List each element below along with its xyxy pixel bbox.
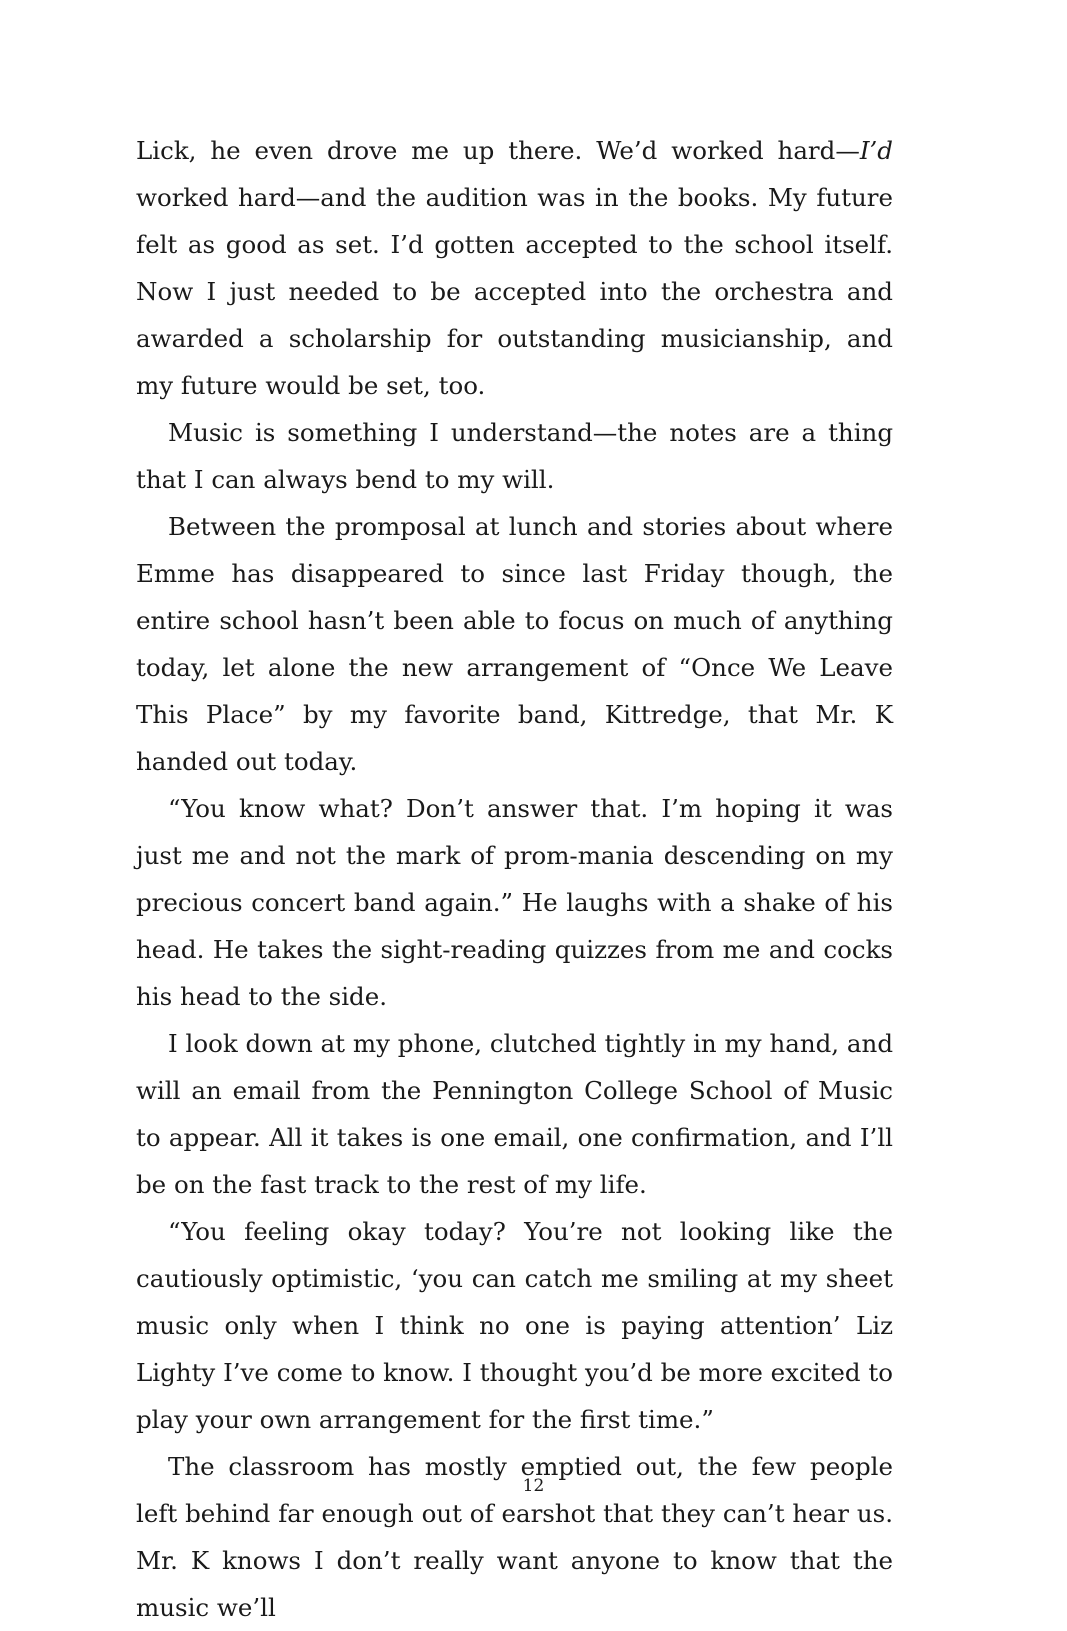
- page-number: 12: [522, 1476, 545, 1496]
- paragraph: [136, 409, 893, 503]
- paragraph-text: Between the promposal at lunch and stories about where Emme has disappeared to since last Friday though, the entire school hasn’t been able to focus on much of anything today, let alone the new arrangement of “Once We Leave This Place” by my favorite band, Kittredge, that Mr. K handed out today.: [136, 512, 893, 776]
- paragraph-text: worked hard—and the audition was in the books. My future felt as good as set. I’d gotten accepted to the school itself. Now I just needed to be accepted into the orchestra and awarded a scholarship for outstanding musicianship, and my future would be set, too.: [136, 183, 893, 400]
- paragraph: [136, 503, 893, 785]
- italic-text: I’d: [859, 136, 893, 165]
- paragraph-text: “You know what? Don’t answer that. I’m hoping it was just me and not the mark of prom-mania descending on my precious concert band again.” He laughs with a shake of his head. He takes the sight-reading quizzes from me and cocks his head to the side.: [136, 794, 893, 1011]
- paragraph-text: The classroom has mostly emptied out, the few people left behind far enough out of earshot that they can’t hear us. Mr. K knows I don’t really want anyone to know that the music we’ll: [136, 1452, 893, 1622]
- paragraph: [136, 1443, 893, 1631]
- paragraph-text: “You feeling okay today? You’re not looking like the cautiously optimistic, ‘you can catch me smiling at my sheet music only when I think no one is paying attention’ Liz Lighty I’ve come to know. I thought you’d be more excited to play your own arrangement for the first time.”: [136, 1217, 893, 1434]
- paragraph: [136, 127, 893, 409]
- paragraph: [136, 1208, 893, 1443]
- paragraph-text: Lick, he even drove me up there. We’d worked hard—: [136, 136, 860, 165]
- paragraph: [136, 785, 893, 1020]
- paragraph-text: Music is something I understand—the notes are a thing that I can always bend to my will.: [136, 418, 893, 494]
- body-text: [136, 127, 893, 1631]
- paragraph-text: I look down at my phone, clutched tightly in my hand, and will an email from the Pennington College School of Music to appear. All it takes is one email, one confirmation, and I’ll be on the fast track to the rest of my life.: [136, 1029, 893, 1199]
- paragraph: [136, 1020, 893, 1208]
